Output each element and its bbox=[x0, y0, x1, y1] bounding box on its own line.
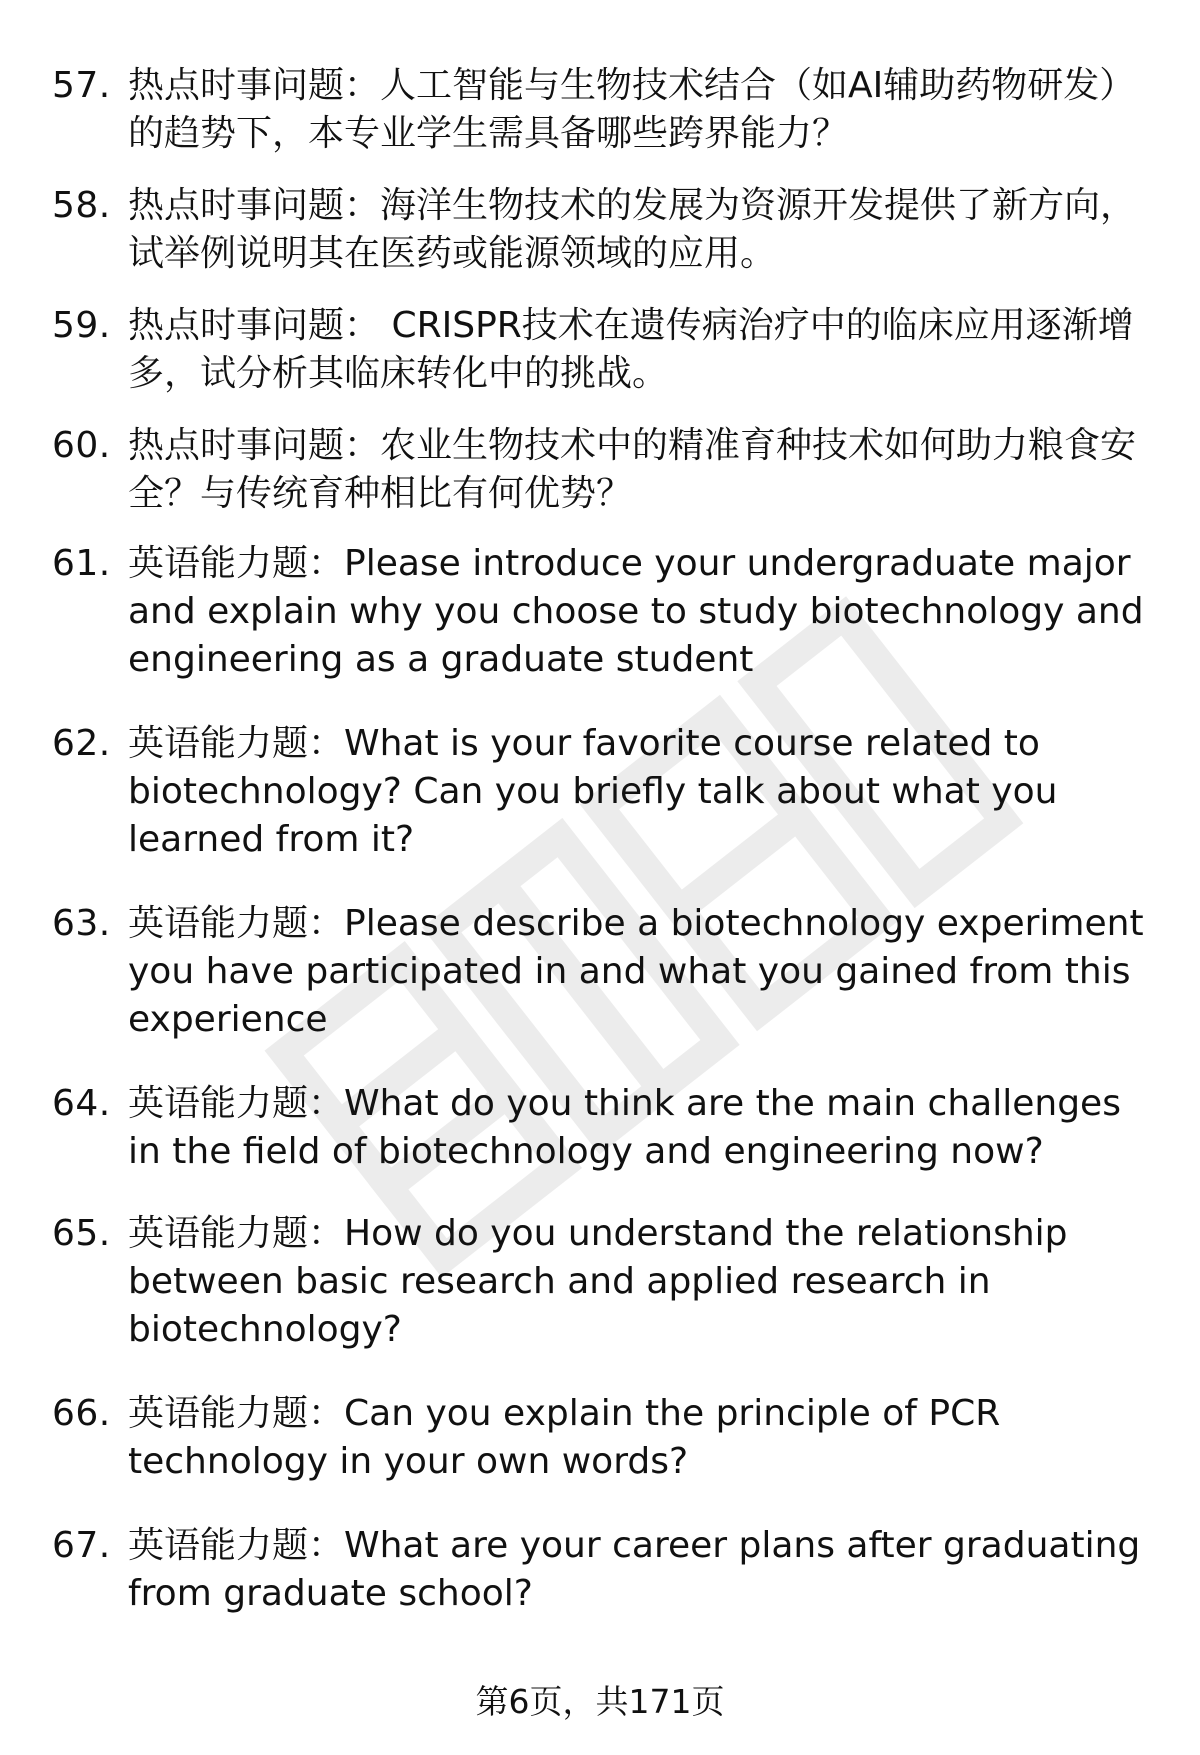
item-text: 热点时事问题：人工智能与生物技术结合（如AI辅助药物研发）的趋势下，本专业学生需具备哪些跨界能力？ bbox=[128, 65, 1136, 154]
page-footer: 第6页，共171页 bbox=[475, 1682, 725, 1721]
item-number: 57. bbox=[52, 65, 111, 106]
item-number: 62. bbox=[52, 723, 111, 764]
item-text: 热点时事问题：农业生物技术中的精准育种技术如何助力粮食安全？与传统育种相比有何优势？ bbox=[128, 425, 1137, 514]
item-text: 英语能力题：How do you understand the relationship between basic research and applied research in biotechnology? bbox=[128, 1213, 1068, 1350]
item-number: 58. bbox=[52, 185, 111, 226]
item-number: 61. bbox=[52, 543, 111, 584]
item-text: 英语能力题：Please describe a biotechnology experiment you have participated in and what you gained from this experience bbox=[128, 903, 1144, 1040]
item-text: 英语能力题：What do you think are the main challenges in the field of biotechnology and engineering now? bbox=[128, 1083, 1121, 1172]
item-number: 63. bbox=[52, 903, 111, 944]
item-number: 65. bbox=[52, 1213, 111, 1254]
item-text: 热点时事问题：海洋生物技术的发展为资源开发提供了新方向，试举例说明其在医药或能源领域的应用。 bbox=[128, 185, 1137, 274]
item-number: 60. bbox=[52, 425, 111, 466]
item-number: 64. bbox=[52, 1083, 111, 1124]
item-text: 英语能力题：What are your career plans after graduating from graduate school? bbox=[128, 1525, 1141, 1614]
item-text: 英语能力题：Can you explain the principle of PCR technology in your own words? bbox=[128, 1393, 1001, 1482]
item-text: 热点时事问题： CRISPR技术在遗传病治疗中的临床应用逐渐增多，试分析其临床转化中的挑战。 bbox=[128, 305, 1134, 394]
item-text: 英语能力题：Please introduce your undergraduate major and explain why you choose to study biotechnology and engineering as a graduate student bbox=[128, 543, 1144, 680]
item-number: 66. bbox=[52, 1393, 111, 1434]
item-number: 67. bbox=[52, 1525, 111, 1566]
item-number: 59. bbox=[52, 305, 111, 346]
item-text: 英语能力题：What is your favorite course related to biotechnology? Can you briefly talk about what you learned from it? bbox=[128, 723, 1058, 860]
